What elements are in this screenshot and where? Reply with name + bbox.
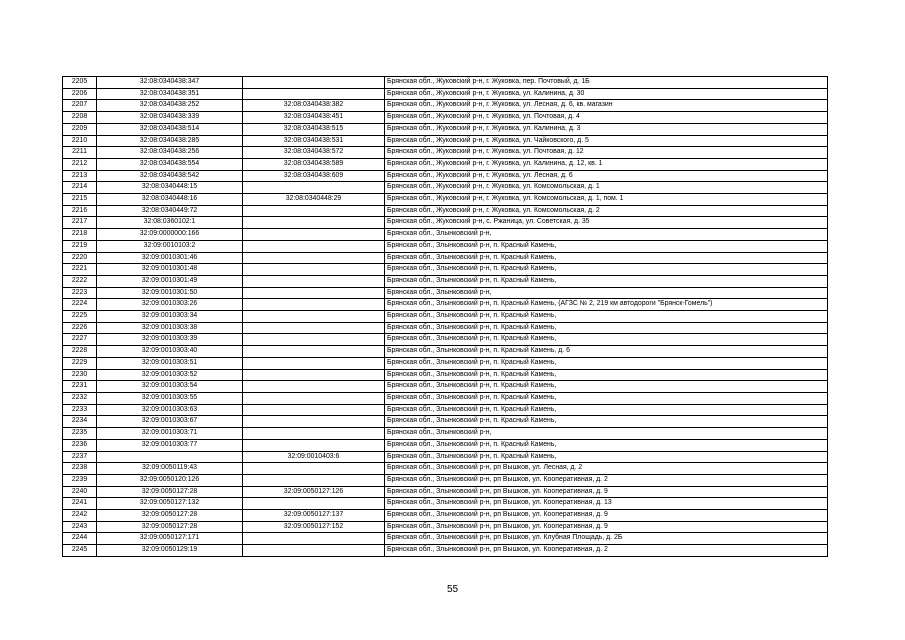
cadastral-number-cell: 32:09:0010103:2 [97, 240, 243, 252]
row-number-cell: 2228 [63, 346, 97, 358]
row-number-cell: 2230 [63, 369, 97, 381]
linked-cadastral-number-cell [243, 545, 385, 557]
table-row [63, 205, 828, 217]
table-row [63, 264, 828, 276]
linked-cadastral-number-cell [243, 428, 385, 440]
cadastral-number-cell: 32:08:0340438:339 [97, 112, 243, 124]
cadastral-number-cell: 32:09:0010303:54 [97, 381, 243, 393]
table-row [63, 123, 828, 135]
cadastral-number-cell: 32:09:0050119:43 [97, 463, 243, 475]
linked-cadastral-number-cell [243, 357, 385, 369]
linked-cadastral-number-cell [243, 463, 385, 475]
table-row [63, 357, 828, 369]
cadastral-number-cell: 32:09:0010301:50 [97, 287, 243, 299]
linked-cadastral-number-cell: 32:08:0340448:29 [243, 194, 385, 206]
cadastral-number-cell: 32:09:0000000:166 [97, 229, 243, 241]
row-number-cell: 2222 [63, 275, 97, 287]
address-cell: Брянская обл., Злынковский р-н, п. Красный Камень, [385, 334, 828, 346]
address-cell: Брянская обл., Злынковский р-н, рп Вышков, ул. Клубная Площадь, д. 2Б [385, 533, 828, 545]
linked-cadastral-number-cell: 32:08:0340438:531 [243, 135, 385, 147]
table-row [63, 158, 828, 170]
page-number: 55 [446, 584, 459, 595]
cadastral-number-cell: 32:09:0050127:28 [97, 521, 243, 533]
address-cell: Брянская обл., Злынковский р-н, рп Вышков, ул. Кооперативная, д. 9 [385, 521, 828, 533]
row-number-cell: 2223 [63, 287, 97, 299]
table-row [63, 170, 828, 182]
cadastral-number-cell [97, 451, 243, 463]
linked-cadastral-number-cell: 32:08:0340438:572 [243, 147, 385, 159]
address-cell: Брянская обл., Злынковский р-н, рп Вышков, ул. Кооперативная, д. 9 [385, 510, 828, 522]
address-cell: Брянская обл., Злынковский р-н, рп Вышков, ул. Кооперативная, д. 9 [385, 486, 828, 498]
address-cell: Брянская обл., Жуковский р-н, г. Жуковка, ул. Лесная, д. 6, кв. магазин [385, 100, 828, 112]
row-number-cell: 2220 [63, 252, 97, 264]
row-number-cell: 2212 [63, 158, 97, 170]
linked-cadastral-number-cell [243, 299, 385, 311]
address-cell: Брянская обл., Злынковский р-н, рп Вышков, ул. Кооперативная, д. 2 [385, 545, 828, 557]
row-number-cell: 2209 [63, 123, 97, 135]
table-row [63, 510, 828, 522]
row-number-cell: 2238 [63, 463, 97, 475]
cadastral-number-cell: 32:09:0010303:34 [97, 311, 243, 323]
address-cell: Брянская обл., Злынковский р-н, п. Красный Камень, [385, 392, 828, 404]
cadastral-number-cell: 32:09:0010303:40 [97, 346, 243, 358]
linked-cadastral-number-cell: 32:08:0340438:589 [243, 158, 385, 170]
address-cell: Брянская обл., Жуковский р-н, г. Жуковка, ул. Комсомольская, д. 1, пом. 1 [385, 194, 828, 206]
row-number-cell: 2225 [63, 311, 97, 323]
cadastral-number-cell: 32:08:0360102:1 [97, 217, 243, 229]
cadastral-number-cell: 32:09:0010303:26 [97, 299, 243, 311]
linked-cadastral-number-cell: 32:09:0050127:152 [243, 521, 385, 533]
linked-cadastral-number-cell [243, 334, 385, 346]
cadastral-number-cell: 32:09:0050129:19 [97, 545, 243, 557]
table-row [63, 404, 828, 416]
cadastral-number-cell: 32:09:0010303:77 [97, 439, 243, 451]
table-row [63, 182, 828, 194]
cadastral-number-cell: 32:09:0010301:49 [97, 275, 243, 287]
address-cell: Брянская обл., Злынковский р-н, п. Красный Камень, [385, 275, 828, 287]
row-number-cell: 2213 [63, 170, 97, 182]
address-cell: Брянская обл., Злынковский р-н, п. Красный Камень, [385, 264, 828, 276]
linked-cadastral-number-cell [243, 416, 385, 428]
address-cell: Брянская обл., Жуковский р-н, г. Жуковка, ул. Комсомольская, д. 2 [385, 205, 828, 217]
row-number-cell: 2237 [63, 451, 97, 463]
table-row [63, 252, 828, 264]
row-number-cell: 2244 [63, 533, 97, 545]
row-number-cell: 2236 [63, 439, 97, 451]
address-cell: Брянская обл., Злынковский р-н, [385, 428, 828, 440]
linked-cadastral-number-cell [243, 217, 385, 229]
linked-cadastral-number-cell [243, 275, 385, 287]
linked-cadastral-number-cell [243, 392, 385, 404]
table-row [63, 334, 828, 346]
address-cell: Брянская обл., Злынковский р-н, п. Красный Камень, [385, 439, 828, 451]
linked-cadastral-number-cell [243, 287, 385, 299]
row-number-cell: 2226 [63, 322, 97, 334]
row-number-cell: 2234 [63, 416, 97, 428]
row-number-cell: 2229 [63, 357, 97, 369]
row-number-cell: 2231 [63, 381, 97, 393]
table-row [63, 533, 828, 545]
table-row [63, 217, 828, 229]
linked-cadastral-number-cell [243, 346, 385, 358]
table-row [63, 100, 828, 112]
address-cell: Брянская обл., Жуковский р-н, г. Жуковка, ул. Калинина, д. 12, кв. 1 [385, 158, 828, 170]
linked-cadastral-number-cell: 32:08:0340438:382 [243, 100, 385, 112]
linked-cadastral-number-cell [243, 381, 385, 393]
cadastral-number-cell: 32:09:0050127:28 [97, 510, 243, 522]
row-number-cell: 2217 [63, 217, 97, 229]
address-cell: Брянская обл., Злынковский р-н, рп Вышков, ул. Кооперативная, д. 2 [385, 474, 828, 486]
cadastral-number-cell: 32:09:0010303:51 [97, 357, 243, 369]
linked-cadastral-number-cell [243, 311, 385, 323]
table-row [63, 346, 828, 358]
linked-cadastral-number-cell [243, 264, 385, 276]
linked-cadastral-number-cell [243, 88, 385, 100]
cadastral-number-cell: 32:09:0010303:55 [97, 392, 243, 404]
linked-cadastral-number-cell [243, 240, 385, 252]
address-cell: Брянская обл., Злынковский р-н, рп Вышков, ул. Лесная, д. 2 [385, 463, 828, 475]
row-number-cell: 2214 [63, 182, 97, 194]
table-row [63, 451, 828, 463]
table-row [63, 416, 828, 428]
table-row [63, 439, 828, 451]
table-row [63, 521, 828, 533]
table-row [63, 88, 828, 100]
cadastral-number-cell: 32:09:0050127:171 [97, 533, 243, 545]
linked-cadastral-number-cell [243, 474, 385, 486]
address-cell: Брянская обл., Жуковский р-н, г. Жуковка, ул. Чайковского, д. 5 [385, 135, 828, 147]
cadastral-number-cell: 32:08:0340448:15 [97, 182, 243, 194]
address-cell: Брянская обл., Злынковский р-н, п. Красный Камень, [385, 369, 828, 381]
row-number-cell: 2219 [63, 240, 97, 252]
cadastral-number-cell: 32:09:0050120:126 [97, 474, 243, 486]
address-cell: Брянская обл., Злынковский р-н, п. Красный Камень, [385, 252, 828, 264]
row-number-cell: 2224 [63, 299, 97, 311]
address-cell: Брянская обл., Жуковский р-н, г. Жуковка, пер. Почтовый, д. 1Б [385, 77, 828, 89]
cadastral-number-cell: 32:09:0010303:63 [97, 404, 243, 416]
cadastral-number-cell: 32:09:0010301:48 [97, 264, 243, 276]
cadastral-number-cell: 32:08:0340438:256 [97, 147, 243, 159]
table-row [63, 240, 828, 252]
linked-cadastral-number-cell [243, 533, 385, 545]
address-cell: Брянская обл., Жуковский р-н, г. Жуковка, ул. Комсомольская, д. 1 [385, 182, 828, 194]
table-row [63, 194, 828, 206]
address-cell: Брянская обл., Злынковский р-н, п. Красный Камень, [385, 404, 828, 416]
linked-cadastral-number-cell [243, 369, 385, 381]
linked-cadastral-number-cell: 32:08:0340438:451 [243, 112, 385, 124]
linked-cadastral-number-cell: 32:09:0010403:6 [243, 451, 385, 463]
cadastral-number-cell: 32:08:0340438:347 [97, 77, 243, 89]
property-table [62, 76, 828, 557]
address-cell: Брянская обл., Жуковский р-н, г. Жуковка, ул. Почтовая, д. 12 [385, 147, 828, 159]
cadastral-number-cell: 32:09:0010303:67 [97, 416, 243, 428]
address-cell: Брянская обл., Злынковский р-н, [385, 287, 828, 299]
row-number-cell: 2218 [63, 229, 97, 241]
table-row [63, 381, 828, 393]
property-table-body [63, 77, 828, 557]
cadastral-number-cell: 32:09:0050127:28 [97, 486, 243, 498]
cadastral-number-cell: 32:09:0010303:71 [97, 428, 243, 440]
cadastral-number-cell: 32:08:0340438:542 [97, 170, 243, 182]
linked-cadastral-number-cell [243, 498, 385, 510]
table-row [63, 112, 828, 124]
cadastral-number-cell: 32:08:0340438:252 [97, 100, 243, 112]
cadastral-number-cell: 32:08:0340438:514 [97, 123, 243, 135]
row-number-cell: 2233 [63, 404, 97, 416]
row-number-cell: 2221 [63, 264, 97, 276]
linked-cadastral-number-cell: 32:09:0050127:126 [243, 486, 385, 498]
cadastral-number-cell: 32:08:0340438:554 [97, 158, 243, 170]
cadastral-number-cell: 32:09:0010303:38 [97, 322, 243, 334]
cadastral-number-cell: 32:08:0340438:351 [97, 88, 243, 100]
row-number-cell: 2243 [63, 521, 97, 533]
address-cell: Брянская обл., Злынковский р-н, п. Красный Камень, [385, 451, 828, 463]
address-cell: Брянская обл., Жуковский р-н, с. Ржаница, ул. Советская, д. 35 [385, 217, 828, 229]
table-row [63, 287, 828, 299]
table-row [63, 474, 828, 486]
table-row [63, 486, 828, 498]
address-cell: Брянская обл., Злынковский р-н, рп Вышков, ул. Кооперативная, д. 13 [385, 498, 828, 510]
table-row [63, 147, 828, 159]
address-cell: Брянская обл., Злынковский р-н, п. Красный Камень, д. 6 [385, 346, 828, 358]
address-cell: Брянская обл., Злынковский р-н, п. Красный Камень, [385, 416, 828, 428]
linked-cadastral-number-cell [243, 404, 385, 416]
address-cell: Брянская обл., Злынковский р-н, п. Красный Камень, (АГЗС № 2, 219 км автодороги "Брянск-Гомель") [385, 299, 828, 311]
row-number-cell: 2242 [63, 510, 97, 522]
row-number-cell: 2227 [63, 334, 97, 346]
table-row [63, 545, 828, 557]
table-row [63, 275, 828, 287]
row-number-cell: 2208 [63, 112, 97, 124]
row-number-cell: 2205 [63, 77, 97, 89]
linked-cadastral-number-cell [243, 229, 385, 241]
cadastral-number-cell: 32:09:0050127:132 [97, 498, 243, 510]
cadastral-number-cell: 32:08:0340448:16 [97, 194, 243, 206]
linked-cadastral-number-cell [243, 77, 385, 89]
address-cell: Брянская обл., Злынковский р-н, п. Красный Камень, [385, 357, 828, 369]
row-number-cell: 2206 [63, 88, 97, 100]
row-number-cell: 2232 [63, 392, 97, 404]
cadastral-number-cell: 32:09:0010301:46 [97, 252, 243, 264]
linked-cadastral-number-cell: 32:08:0340438:609 [243, 170, 385, 182]
address-cell: Брянская обл., Жуковский р-н, г. Жуковка, ул. Калинина, д. 3 [385, 123, 828, 135]
linked-cadastral-number-cell [243, 182, 385, 194]
row-number-cell: 2211 [63, 147, 97, 159]
address-cell: Брянская обл., Злынковский р-н, п. Красный Камень, [385, 240, 828, 252]
row-number-cell: 2215 [63, 194, 97, 206]
table-row [63, 428, 828, 440]
address-cell: Брянская обл., Жуковский р-н, г. Жуковка, ул. Почтовая, д. 4 [385, 112, 828, 124]
table-row [63, 322, 828, 334]
address-cell: Брянская обл., Жуковский р-н, г. Жуковка, ул. Лесная, д. 6 [385, 170, 828, 182]
address-cell: Брянская обл., Жуковский р-н, г. Жуковка, ул. Калинина, д. 30 [385, 88, 828, 100]
row-number-cell: 2210 [63, 135, 97, 147]
cadastral-number-cell: 32:08:0340449:72 [97, 205, 243, 217]
row-number-cell: 2240 [63, 486, 97, 498]
address-cell: Брянская обл., Злынковский р-н, п. Красный Камень, [385, 381, 828, 393]
cadastral-number-cell: 32:08:0340438:285 [97, 135, 243, 147]
row-number-cell: 2241 [63, 498, 97, 510]
row-number-cell: 2235 [63, 428, 97, 440]
table-row [63, 369, 828, 381]
linked-cadastral-number-cell [243, 439, 385, 451]
linked-cadastral-number-cell: 32:08:0340438:515 [243, 123, 385, 135]
table-row [63, 392, 828, 404]
table-row [63, 77, 828, 89]
table-row [63, 311, 828, 323]
table-row [63, 299, 828, 311]
table-row [63, 498, 828, 510]
address-cell: Брянская обл., Злынковский р-н, п. Красный Камень, [385, 311, 828, 323]
row-number-cell: 2216 [63, 205, 97, 217]
cadastral-number-cell: 32:09:0010303:52 [97, 369, 243, 381]
row-number-cell: 2239 [63, 474, 97, 486]
row-number-cell: 2245 [63, 545, 97, 557]
table-row [63, 463, 828, 475]
linked-cadastral-number-cell [243, 205, 385, 217]
address-cell: Брянская обл., Злынковский р-н, п. Красный Камень, [385, 322, 828, 334]
linked-cadastral-number-cell: 32:09:0050127:137 [243, 510, 385, 522]
address-cell: Брянская обл., Злынковский р-н, [385, 229, 828, 241]
table-row [63, 229, 828, 241]
cadastral-number-cell: 32:09:0010303:39 [97, 334, 243, 346]
table-row [63, 135, 828, 147]
linked-cadastral-number-cell [243, 252, 385, 264]
linked-cadastral-number-cell [243, 322, 385, 334]
row-number-cell: 2207 [63, 100, 97, 112]
